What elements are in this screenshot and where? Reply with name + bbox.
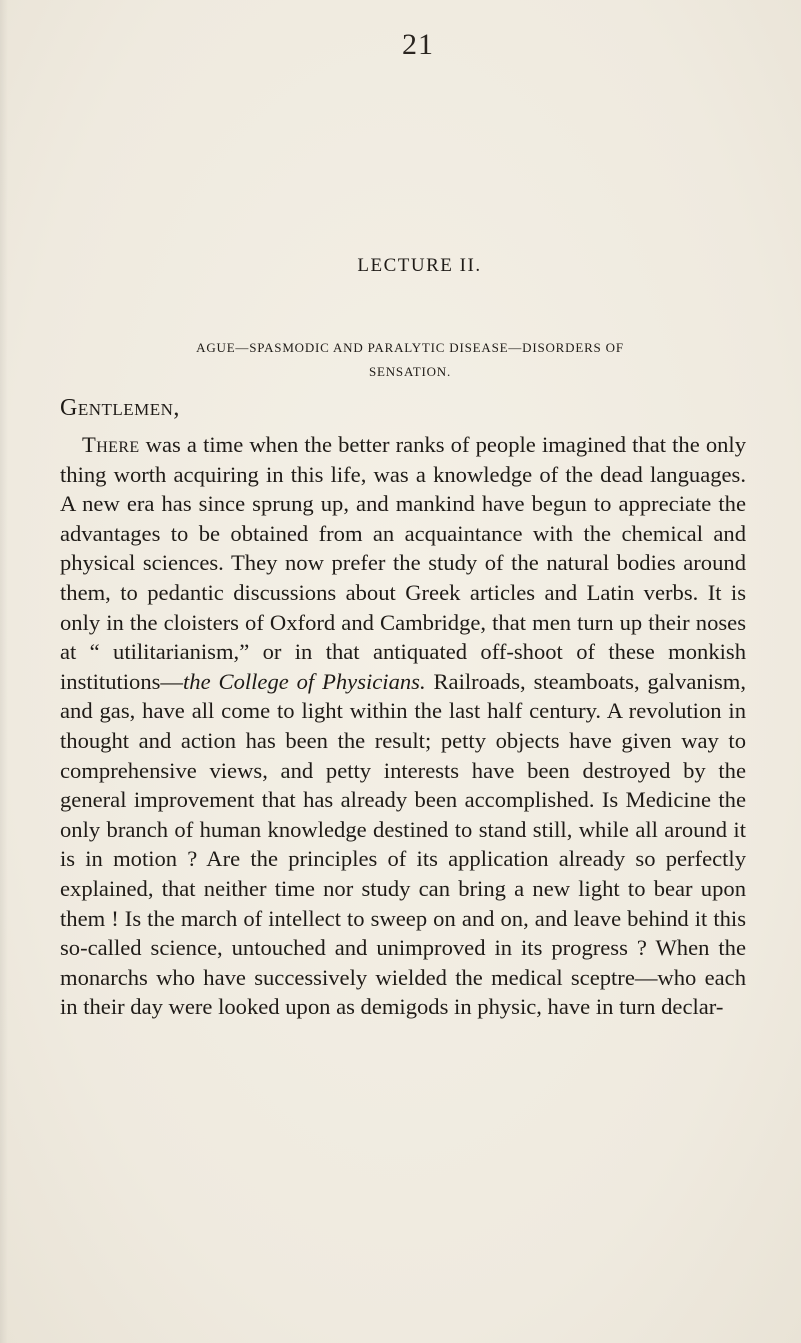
paragraph-text-1: was a time when the better ranks of people imagined that the only thing worth acquiring in this life, was a knowledge of the dead languages. A new era has since sprung up, and mankind have begun to appreciate the advantages to be obtained from an acquaintance with the chemical and physical sciences. They now prefer the study of the natural bodies around them, to pedantic discussions about Greek articles and Latin verbs. It is only in the cloisters of Oxford and Cambridge, that men turn up their noses at “ utilitarianism,” or in that antiquated off-shoot of these monkish institutions— bbox=[60, 432, 746, 694]
lecture-subject bbox=[60, 336, 760, 384]
paragraph-text-2: Railroads, steamboats, galvanism, and gas, have all come to light within the last half century. A revolution in thought and action has been the result; petty objects have given way to comprehensive views, and petty interests have been destroyed by the general improvement that has already been accomplished. Is Medicine the only branch of human knowledge destined to stand still, while all around it is in motion ? Are the principles of its application already so perfectly explained, that neither time nor study can bring a new light to bear upon them ! Is the march of intellect to sweep on and on, and leave behind it this so-called science, untouched and unimproved in its progress ? When the monarchs who have successively wielded the medical sceptre—who each in their day were looked upon as demigods in physic, have in turn declar- bbox=[60, 668, 746, 1020]
page-number: 21 bbox=[402, 28, 434, 61]
subject-line-2: SENSATION. bbox=[368, 364, 452, 379]
body-paragraph bbox=[60, 430, 746, 1022]
paragraph-lead-word: There bbox=[82, 432, 140, 457]
salutation: Gentlemen, bbox=[60, 395, 180, 421]
lecture-title: LECTURE II. bbox=[357, 255, 482, 276]
paragraph-italic-text: the College of Physicians. bbox=[183, 668, 426, 694]
page-gutter-shadow bbox=[0, 0, 8, 1343]
subject-line-1: AGUE—SPASMODIC AND PARALYTIC DISEASE—DISORDERS OF bbox=[196, 340, 624, 355]
